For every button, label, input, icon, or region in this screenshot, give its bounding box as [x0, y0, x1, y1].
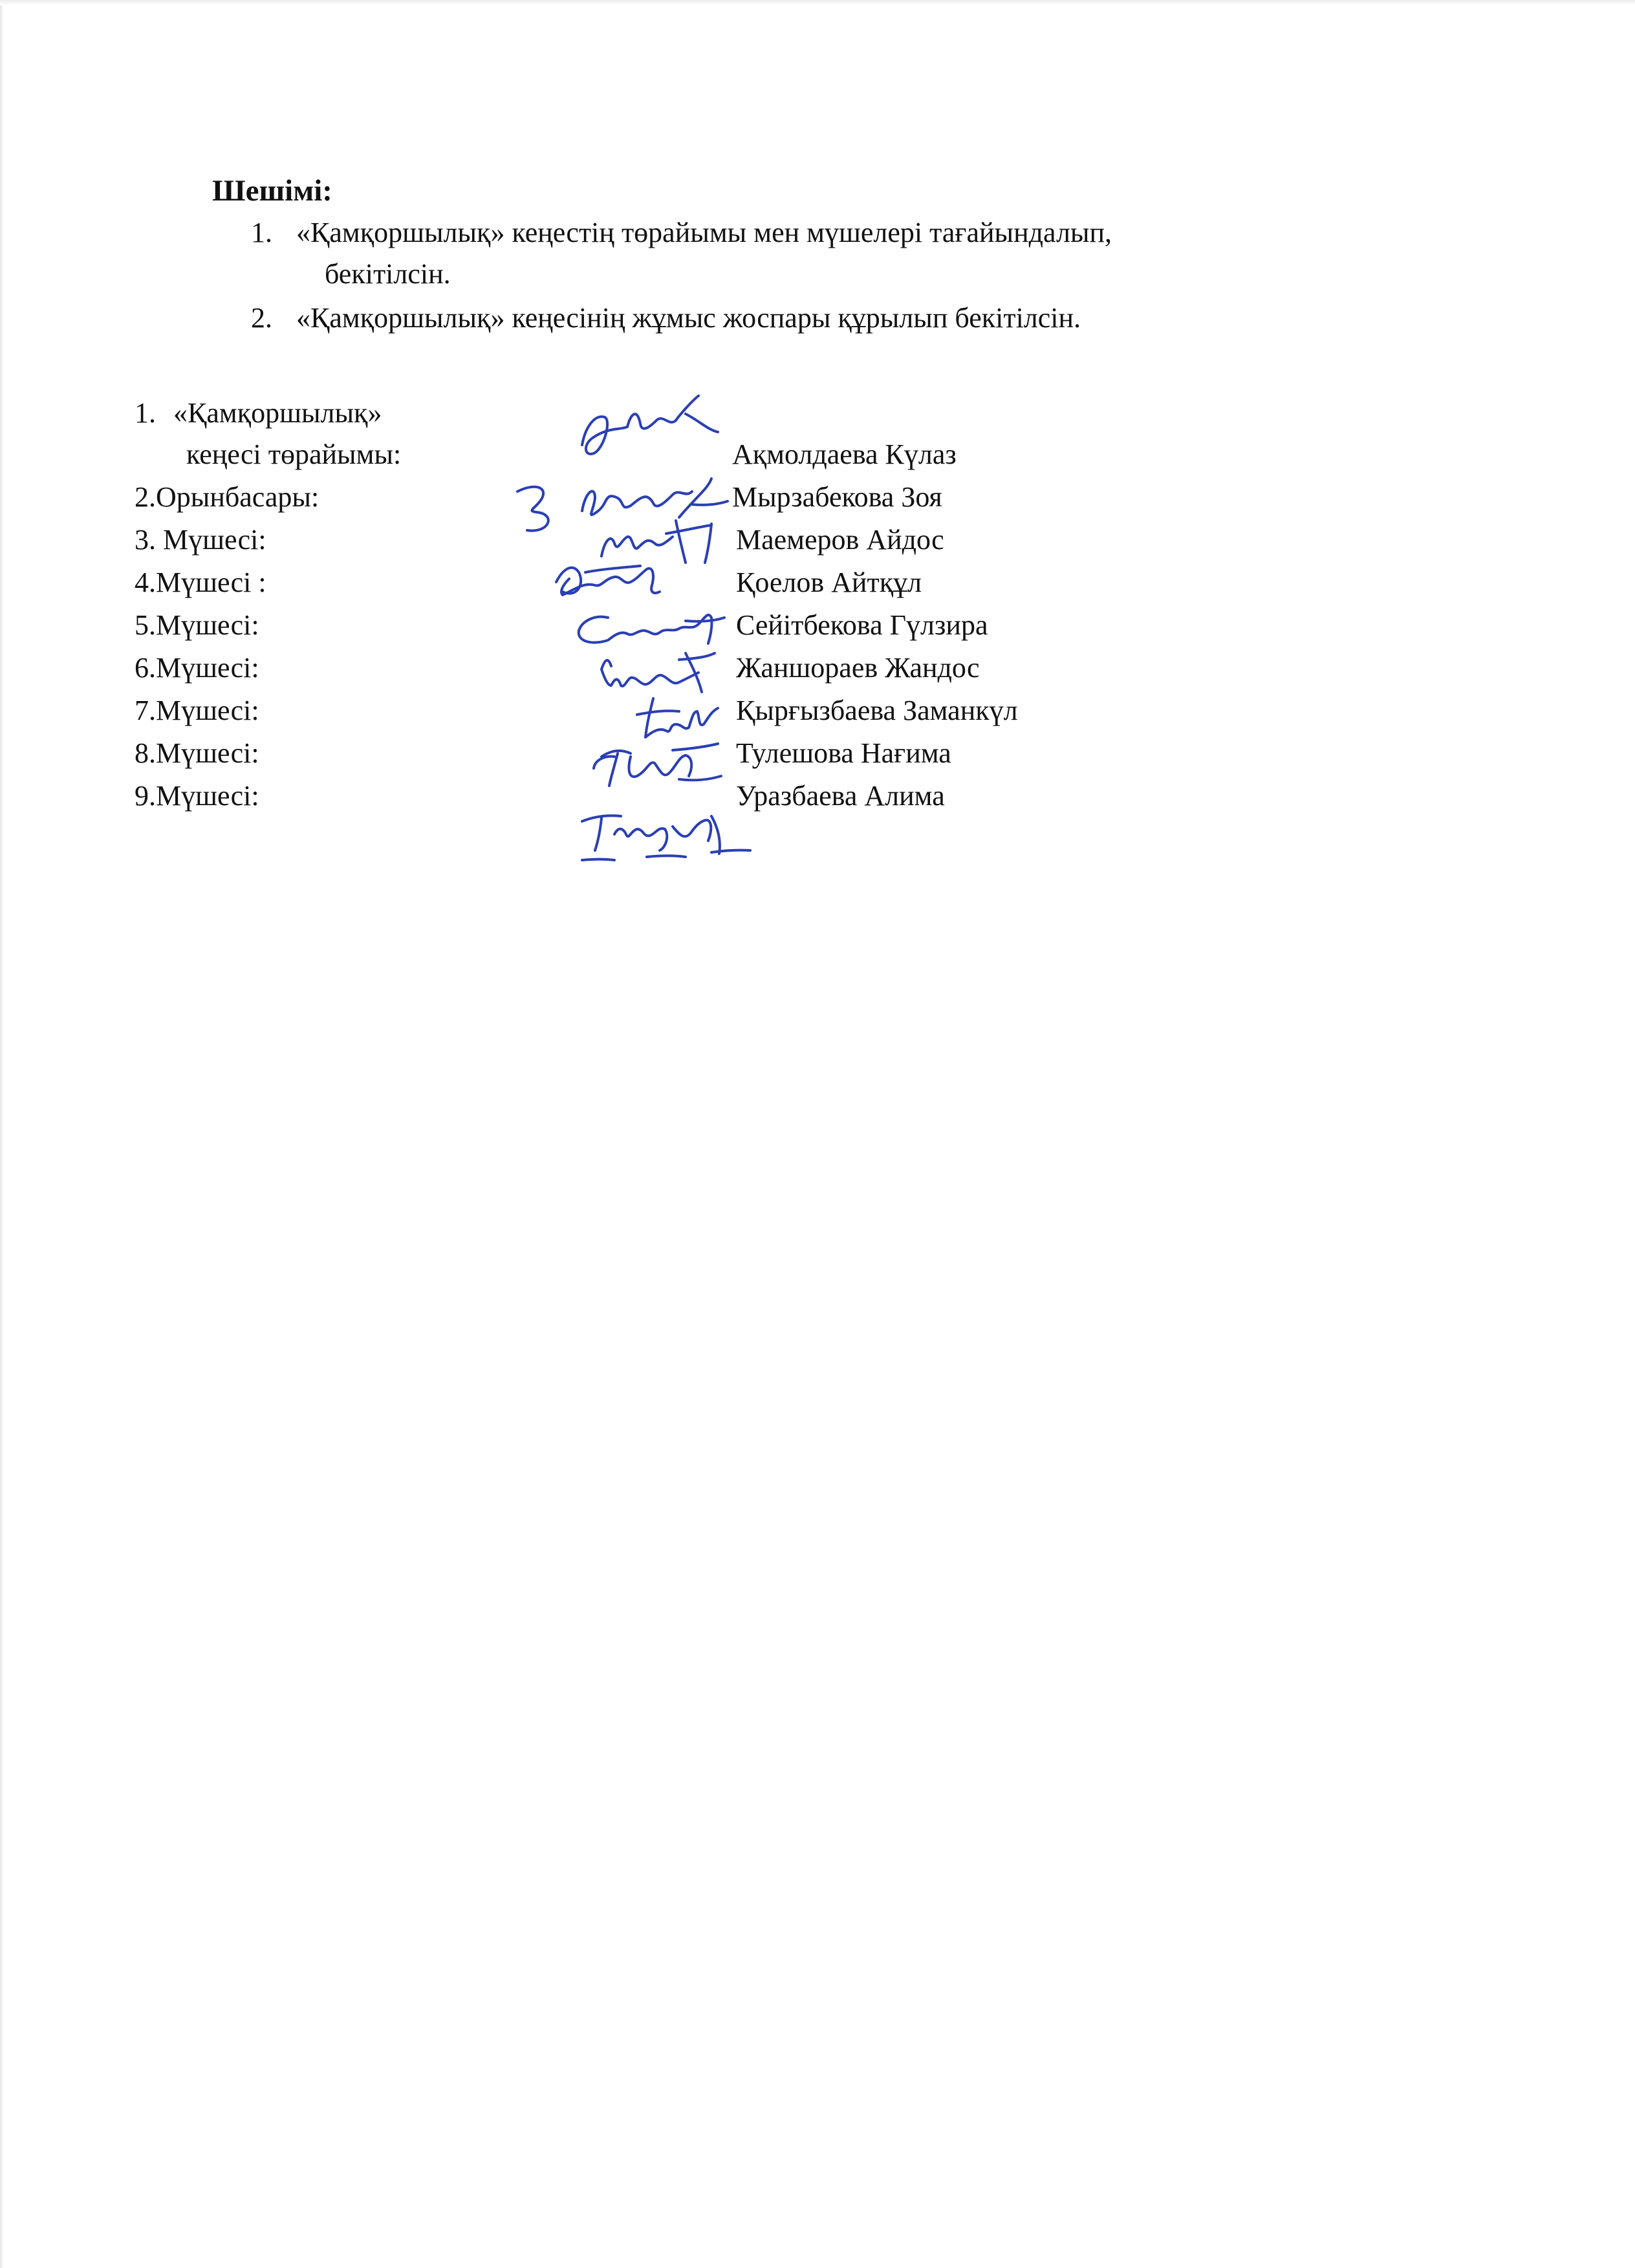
member-role: кеңесі төрайымы: [186, 438, 402, 470]
decision-item-number: 1. [251, 217, 272, 248]
member-name: Қоелов Айтқұл [736, 567, 922, 598]
member-name: Тулешова Нағима [736, 737, 951, 769]
decision-item-text: «Қамқоршылық» кеңестің төрайымы мен мүшелері тағайындалып, [296, 217, 1112, 248]
member-name: Ақмолдаева Күлаз [732, 438, 957, 470]
chair-role-line1 [135, 392, 382, 435]
decision-list [251, 212, 1480, 339]
member-name: Қырғызбаева Заманкүл [736, 695, 1018, 726]
chair-number: 1. [135, 397, 156, 429]
signature-member-9 [582, 815, 750, 860]
member-row [135, 519, 1363, 561]
member-role: 6.Мүшесі: [135, 652, 259, 684]
decision-item-number: 2. [251, 302, 272, 334]
member-role: 4.Мүшесі : [135, 567, 266, 598]
decision-heading: Шешімі: [212, 174, 332, 208]
scan-top-edge [0, 0, 1635, 5]
member-name: Жаншораев Жандос [736, 652, 980, 684]
decision-item-text: «Қамқоршылық» кеңесінің жұмыс жоспары құрылып бекітілсін. [296, 302, 1081, 334]
scan-edge [0, 0, 4, 2268]
member-role: 7.Мүшесі: [135, 695, 259, 726]
decision-item-text-continued: бекітілсін. [325, 258, 451, 290]
member-row [135, 476, 1363, 519]
decision-item-2 [251, 297, 1480, 339]
member-row [135, 604, 1363, 647]
member-name: Мырзабекова Зоя [732, 481, 942, 513]
member-row [135, 689, 1363, 732]
member-role: 8.Мүшесі: [135, 737, 259, 769]
member-row-chair [135, 433, 1363, 476]
member-role: 3. Мүшесі: [135, 524, 266, 556]
member-role: 2.Орынбасары: [135, 481, 319, 513]
member-role: 9.Мүшесі: [135, 780, 259, 812]
member-name: Уразбаева Алима [736, 780, 945, 812]
member-row [135, 647, 1363, 689]
decision-item-1 [251, 212, 1480, 295]
member-row [135, 775, 1363, 817]
member-row [135, 732, 1363, 775]
chair-role-title: «Қамқоршылық» [173, 397, 382, 429]
member-role: 5.Мүшесі: [135, 609, 259, 641]
member-name: Маемеров Айдос [736, 524, 944, 556]
member-row [135, 561, 1363, 604]
member-name: Сейітбекова Гүлзира [736, 609, 988, 641]
